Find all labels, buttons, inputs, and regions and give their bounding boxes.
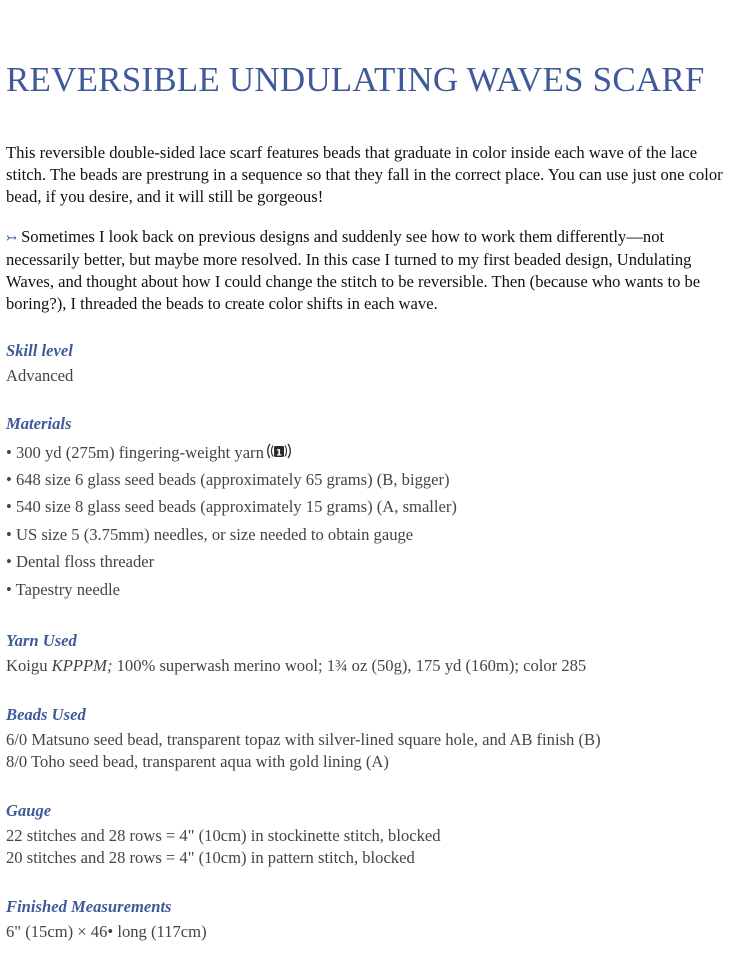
list-item: • 540 size 8 glass seed beads (approximately 15 grams) (A, smaller) xyxy=(6,497,457,517)
list-item: • 648 size 6 glass seed beads (approximately 65 grams) (B, bigger) xyxy=(6,469,450,489)
materials-list xyxy=(6,441,457,607)
designer-note-text: Sometimes I look back on previous designs and suddenly see how to work them differently—not necessarily better, but maybe more resolved. In this case I turned to my first beaded design, Undulating Waves, and thought about how I could change the stitch to be reversible. Then (because who wants to be boring?), I threaded the beads to create color shifts in each wave. xyxy=(6,227,701,313)
yarn-line-name: KPPPM; xyxy=(51,656,113,675)
arrow-icon: ↣ xyxy=(6,230,17,245)
materials-heading: Materials xyxy=(6,414,72,433)
list-item xyxy=(6,441,457,469)
finished-measurements-heading: Finished Measurements xyxy=(6,897,172,916)
list-item: • Dental floss threader xyxy=(6,552,155,572)
intro-paragraph: This reversible double-sided lace scarf features beads that graduate in color inside each wave of the lace stitch. The beads are prestrung in a sequence so that they fall in the correct place. You can use just one color bead, if you desire, and it will still be gorgeous! xyxy=(6,143,723,206)
yarn-used-heading: Yarn Used xyxy=(6,631,77,650)
yarn-weight-number: 1 xyxy=(275,448,282,459)
finished-measurements-value: 6" (15cm) × 46• long (117cm) xyxy=(6,922,207,941)
gauge-heading: Gauge xyxy=(6,801,52,820)
designer-note-paragraph xyxy=(6,226,741,315)
material-yarn-text: • 300 yd (275m) fingering-weight yarn xyxy=(6,443,264,462)
yarn-brand: Koigu xyxy=(6,656,52,675)
yarn-weight-1-icon xyxy=(266,441,292,467)
list-item: • US size 5 (3.75mm) needles, or size needed to obtain gauge xyxy=(6,524,414,544)
beads-used-heading: Beads Used xyxy=(6,705,86,724)
beads-line-1: 6/0 Matsuno seed bead, transparent topaz with silver-lined square hole, and AB finish (B) xyxy=(6,730,601,749)
skill-level-heading: Skill level xyxy=(6,341,73,360)
beads-line-2: 8/0 Toho seed bead, transparent aqua with gold lining (A) xyxy=(6,752,389,771)
yarn-details: 100% superwash merino wool; 1¾ oz (50g), 175 yd (160m); color 285 xyxy=(112,656,587,675)
list-item: • Tapestry needle xyxy=(6,579,121,599)
yarn-used-value xyxy=(6,655,586,677)
gauge-line-1: 22 stitches and 28 rows = 4" (10cm) in stockinette stitch, blocked xyxy=(6,826,441,845)
page-title: REVERSIBLE UNDULATING WAVES SCARF xyxy=(6,60,705,99)
skill-level-value: Advanced xyxy=(6,366,74,385)
gauge-line-2: 20 stitches and 28 rows = 4" (10cm) in pattern stitch, blocked xyxy=(6,848,415,867)
